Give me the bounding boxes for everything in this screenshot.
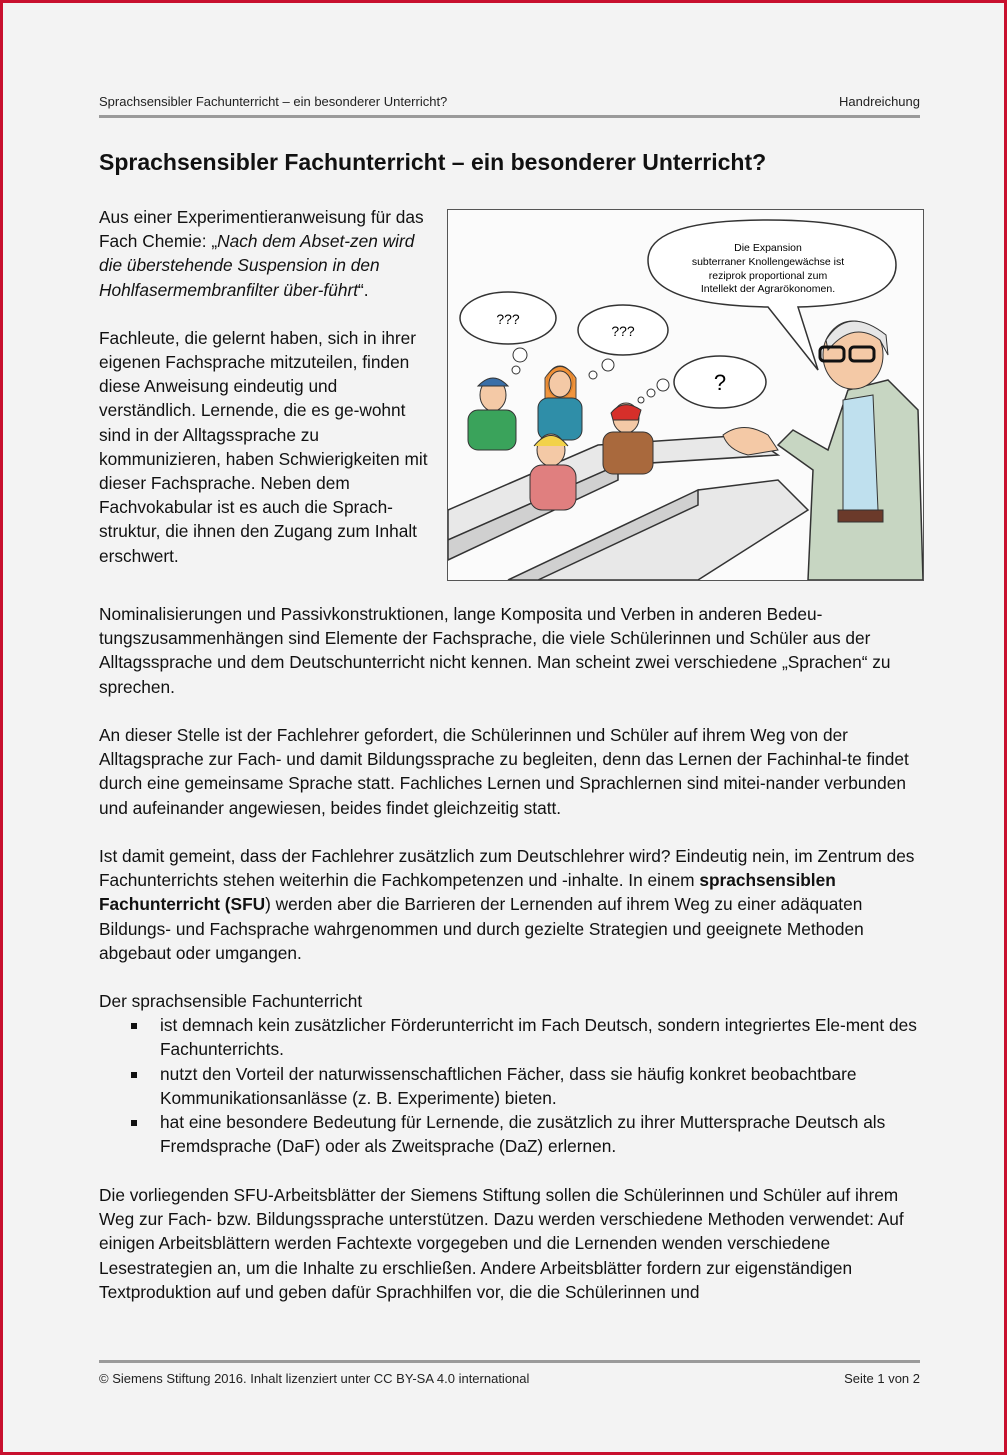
- page-title: Sprachsensibler Fachunterricht – ein besonderer Unterricht?: [99, 149, 767, 175]
- header-divider: [99, 115, 920, 118]
- sfu-bullet-list: [99, 1013, 920, 1158]
- speech-line-4: Intellekt der Agrarökonomen.: [700, 283, 836, 295]
- list-item: ist demnach kein zusätzlicher Förderunterricht im Fach Deutsch, sondern integriertes Ele-ment des Fachunterrichts.: [99, 1013, 920, 1061]
- paragraph-5-part-a: Ist damit gemeint, dass der Fachlehrer zusätzlich zum Deutschlehrer wird? Eindeutig nein, im Zentrum des Fachunterrichts stehen weiterhin die Fachkompetenzen und -inhalte. In einem: [99, 846, 915, 891]
- header-doc-type: Handreichung: [839, 94, 920, 109]
- header-title: Sprachsensibler Fachunterricht – ein besonderer Unterricht?: [99, 94, 448, 109]
- student-2: [538, 366, 582, 440]
- paragraph-5-part-b: ) werden aber die Barrieren der Lernenden auf ihrem Weg zu einer adäquaten Bildungs- und Fachsprache wahrgenommen und durch gezielte Strategien und geeignete Methoden abgebaut oder umgangen.: [99, 894, 864, 963]
- intro-text: [99, 205, 434, 592]
- intro-p1-prefix: Aus einer Experimentieranweisung für das Fach Chemie: „: [99, 207, 424, 252]
- intro-p1-suffix: “.: [358, 279, 369, 300]
- classroom-drawing: [448, 210, 923, 580]
- thought-bubble-2: [578, 305, 668, 379]
- speech-line-1: Die Expansion: [734, 242, 802, 254]
- page-number: Seite 1 von 2: [844, 1371, 920, 1386]
- intro-paragraph-2: Fachleute, die gelernt haben, sich in ihrer eigenen Fachsprache mitzuteilen, finden diese Anweisung eindeutig und verständlich. Lernende, die es ge-wohnt sind in der Alltagssprache zu kommunizieren, haben Schwierigkeiten mit dieser Fachsprache. Neben dem Fachvokabular ist es auch die Sprach-struktur, die ihnen den Zugang zum Inhalt erschwert.: [99, 327, 428, 566]
- thought-text-2: ???: [611, 323, 635, 339]
- thought-text-3: ?: [713, 370, 727, 395]
- intro-paragraph-1: [99, 205, 434, 302]
- speech-line-3: reziprok proportional zum: [708, 270, 828, 282]
- paragraph-4: An dieser Stelle ist der Fachlehrer gefordert, die Schülerinnen und Schüler auf ihrem Weg von der Alltagsprache zur Fach- und damit Bildungssprache zu begleiten, denn das Lernen der Fachinhal-te findet durch eine gemeinsame Sprache statt. Fachliches Lernen und Sprachlernen sind mitei-nander verbunden und aufeinander angewiesen, beides findet gleichzeitig statt.: [99, 725, 909, 818]
- speech-line-2: subterraner Knollengewächse ist: [691, 256, 845, 268]
- footer-divider: [99, 1360, 920, 1363]
- page-header: [99, 94, 920, 112]
- sfu-term: sprachsensiblen Fachunterricht (SFU: [99, 870, 836, 915]
- thought-bubble-3: [638, 356, 766, 408]
- student-4: [530, 434, 576, 510]
- student-3: [603, 403, 653, 474]
- paragraph-3: Nominalisierungen und Passivkonstruktionen, lange Komposita und Verben in anderen Bedeu-tungszusammenhängen sind Elemente der Fachsprache, die viele Schülerinnen und Schüler aus der Alltagssprache und dem Deutschunterricht nicht kennen. Man scheint zwei verschiedene „Sprachen“ zu sprechen.: [99, 604, 891, 697]
- classroom-illustration: [447, 209, 924, 581]
- copyright-notice: © Siemens Stiftung 2016. Inhalt lizenziert unter CC BY-SA 4.0 international: [99, 1371, 530, 1386]
- sfu-list-section: [99, 989, 920, 1158]
- list-lead: Der sprachsensible Fachunterricht: [99, 991, 363, 1011]
- student-1: [468, 378, 516, 450]
- paragraph-7: Die vorliegenden SFU-Arbeitsblätter der Siemens Stiftung sollen die Schülerinnen und Schüler auf ihrem Weg zur Fach- bzw. Bildungssprache unterstützen. Dazu werden verschiedene Methoden verwendet: Auf einigen Arbeitsblättern werden Fachtexte vorgegeben und die Lernenden wenden verschiedene Lesestrategien an, um die Inhalte zu erschließen. Andere Arbeitsblätter fordern zur eigenständigen Textproduktion auf und geben dafür Sprachhilfen vor, die die Schülerinnen und: [99, 1185, 904, 1302]
- list-item: nutzt den Vorteil der naturwissenschaftlichen Fächer, dass sie häufig konkret beobachtbare Kommunikationsanlässe (z. B. Experimente) bieten.: [99, 1062, 920, 1110]
- intro-quote: Nach dem Abset-zen wird die überstehende Suspension in den Hohlfasermembranfilter über-führt: [99, 231, 415, 300]
- thought-bubble-1: [460, 292, 556, 374]
- thought-text-1: ???: [496, 311, 520, 327]
- list-item: hat eine besondere Bedeutung für Lernende, die zusätzlich zu ihrer Muttersprache Deutsch als Fremdsprache (DaF) oder als Zweitsprache (DaZ) erlernen.: [99, 1110, 920, 1158]
- paragraph-5: [99, 844, 920, 965]
